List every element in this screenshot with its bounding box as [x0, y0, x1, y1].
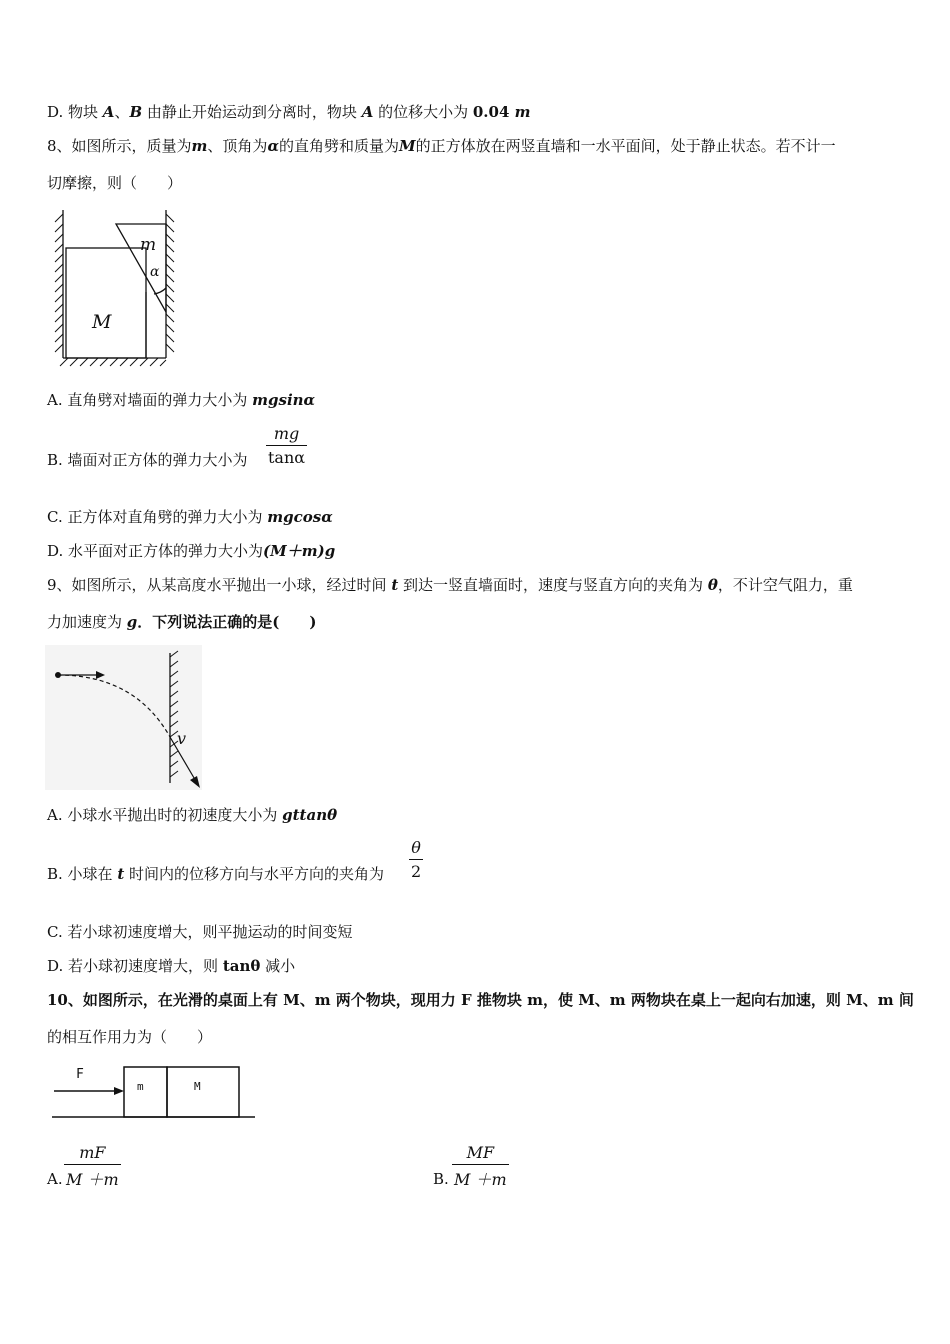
stem-text: 、顶角为 — [207, 137, 268, 155]
fraction-denominator: 2 — [411, 862, 422, 881]
fraction-bar — [266, 445, 307, 446]
fraction-denominator: tanα — [268, 448, 306, 467]
option-text: 减小 — [260, 957, 296, 975]
stem-text: 8、如图所示，质量为 — [47, 137, 192, 155]
fraction-bar — [64, 1164, 121, 1165]
option-text: D. 物块 — [47, 103, 103, 121]
option-text: D. 若小球初速度增大，则 — [47, 957, 223, 975]
fraction-numerator: θ — [411, 838, 421, 857]
fraction-denominator: M ＋m — [454, 1170, 507, 1189]
option-text: 由静止开始运动到分离时，物块 — [142, 103, 362, 121]
velocity-label: v — [177, 729, 187, 748]
fraction-bar — [409, 859, 423, 860]
var-t: t — [391, 576, 399, 594]
option-text: B. 墙面对正方体的弹力大小为 — [47, 451, 248, 469]
q9-option-a — [47, 805, 337, 825]
q9-figure — [45, 645, 202, 790]
fraction-denominator: M ＋m — [66, 1170, 119, 1189]
var-alpha: α — [267, 137, 279, 155]
var-a: A — [361, 103, 374, 121]
q8-stem-line-1 — [47, 136, 836, 156]
option-expr: mgsinα — [252, 391, 316, 409]
stem-text: 9、如图所示，从某高度水平抛出一小球，经过时间 — [47, 576, 392, 594]
option-text: D. 水平面对正方体的弹力大小为 — [47, 542, 264, 560]
angle-label: α — [150, 264, 160, 280]
stem-text: ，不计空气阻力，重 — [717, 576, 853, 594]
q7-option-d — [47, 102, 531, 122]
option-expr: (M＋m)g — [263, 542, 336, 560]
wedge-label: m — [140, 235, 157, 255]
q9-option-d — [47, 956, 295, 976]
q9-option-b — [47, 864, 384, 884]
q10-stem-line-1: 10、如图所示，在光滑的桌面上有 M、m 两个物块，现用力 F 推物块 m，使 M、m 两物块在桌上一起向右加速，则 M、m 间 — [47, 991, 914, 1009]
q8-option-b — [47, 450, 248, 470]
cube-label: M — [92, 311, 112, 333]
option-expr: tanθ — [222, 957, 261, 975]
q8-option-d — [47, 541, 335, 561]
q9-option-c: C. 若小球初速度增大，则平抛运动的时间变短 — [47, 923, 353, 941]
var-m: m — [191, 137, 208, 155]
q8-stem-line-2: 切摩擦，则（ ） — [47, 174, 183, 192]
block-M-label: M — [194, 1080, 201, 1093]
stem-text: 的正方体放在两竖直墙和一水平面间，处于静止状态。若不计一 — [415, 137, 836, 155]
option-text: C. 正方体对直角劈的弹力大小为 — [47, 508, 268, 526]
q10-option-b-fraction — [452, 1143, 509, 1190]
option-text: 的位移大小为 — [373, 103, 473, 121]
fraction-numerator: MF — [466, 1143, 495, 1162]
fraction-numerator: mF — [79, 1143, 106, 1162]
q10-stem-line-2: 的相互作用力为（ ） — [47, 1028, 213, 1046]
q9-stem-line-2 — [47, 612, 316, 632]
q8-figure — [50, 208, 185, 368]
value: 0.04 — [472, 103, 510, 121]
stem-text: 的直角劈和质量为 — [278, 137, 399, 155]
option-expr: gttanθ — [282, 806, 338, 824]
option-text: A. 小球水平抛出时的初速度大小为 — [47, 806, 283, 824]
fraction-bar — [452, 1164, 509, 1165]
var-theta: θ — [707, 576, 718, 594]
q8-option-a — [47, 390, 315, 410]
stem-text: 力加速度为 — [47, 613, 127, 631]
block-m-label: m — [137, 1080, 144, 1093]
q8-option-c — [47, 507, 333, 527]
unit: m — [509, 103, 531, 121]
q9-option-b-fraction — [409, 838, 423, 881]
q10-option-b-label: B. — [433, 1170, 449, 1188]
stem-text: ．下列说法正确的是( ) — [137, 613, 317, 631]
var-a: A — [102, 103, 115, 121]
stem-text: 到达一竖直墙面时，速度与竖直方向的夹角为 — [398, 576, 708, 594]
var-M: M — [399, 137, 416, 155]
q10-figure — [50, 1062, 260, 1122]
q10-option-a-fraction — [64, 1143, 121, 1190]
option-text: 时间内的位移方向与水平方向的夹角为 — [124, 865, 385, 883]
var-b: B — [129, 103, 143, 121]
separator: 、 — [114, 103, 130, 121]
var-t: t — [117, 865, 125, 883]
option-expr: mgcosα — [267, 508, 333, 526]
q10-option-a-label: A. — [47, 1170, 63, 1188]
fraction-numerator: mg — [273, 424, 300, 443]
force-label: F — [76, 1067, 84, 1082]
option-text: B. 小球在 — [47, 865, 118, 883]
option-text: A. 直角劈对墙面的弹力大小为 — [47, 391, 253, 409]
q9-stem-line-1 — [47, 575, 853, 595]
var-g: g — [126, 613, 138, 631]
q8-option-b-fraction — [266, 424, 307, 467]
